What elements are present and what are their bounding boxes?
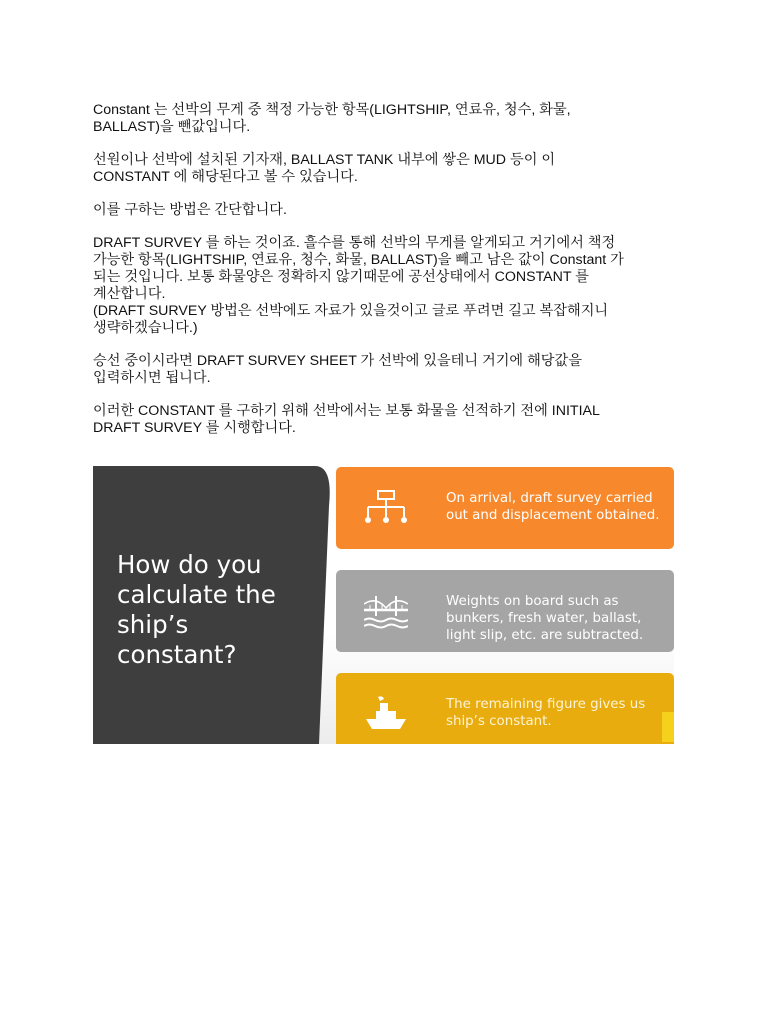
flowchart-icon [364, 489, 408, 527]
ship-icon [364, 695, 408, 733]
paragraph-method-intro: 이를 구하는 방법은 간단합니다. [93, 202, 287, 218]
slide-image [93, 466, 674, 744]
bridge-icon [364, 592, 408, 630]
paragraph-survey-sheet: 승선 중이시라면 DRAFT SURVEY SHEET 가 선박에 있을테니 거기에 해당값을 입력하시면 됩니다. [93, 353, 582, 386]
paragraph-draft-survey: DRAFT SURVEY 를 하는 것이죠. 흘수를 통해 선박의 무게를 알게되고 거기에서 책정 가능한 항목(LIGHTSHIP, 연료유, 청수, 화물, BALLAST)을 빼고 남은 값이 Constant 가 되는 것입니다. 보통 화물양은 정확하지 않기때문에 공선상태에서 CONSTANT 를 계산합니다. (DRAFT SURVEY 방법은 선박에도 자료가 있을것이고 글로 푸려면 길고 복잡해지니 생략하겠습니다.) [93, 235, 624, 336]
slide-title: How do you calculate the ship’s constant? [117, 550, 276, 669]
step-card-survey-text: On arrival, draft survey carried out and displacement obtained. [446, 491, 660, 523]
paragraph-initial-survey: 이러한 CONSTANT 를 구하기 위해 선박에서는 보통 화물을 선적하기 전에 INITIAL DRAFT SURVEY 를 시행합니다. [93, 403, 600, 436]
step-card-weights-text: Weights on board such as bunkers, fresh water, ballast, light slip, etc. are subtracted. [446, 594, 644, 643]
step-card-result [336, 673, 674, 744]
paragraph-definition: Constant 는 선박의 무게 중 책정 가능한 항목(LIGHTSHIP, 연료유, 청수, 화물, BALLAST)을 뺀값입니다. [93, 102, 571, 135]
step-card-result-text: The remaining figure gives us ship’s constant. [446, 697, 646, 729]
step-card-weights [336, 570, 674, 652]
paragraph-examples: 선원이나 선박에 설치된 기자재, BALLAST TANK 내부에 쌓은 MUD 등이 이 CONSTANT 에 해당된다고 볼 수 있습니다. [93, 152, 556, 185]
step-card-survey [336, 467, 674, 549]
corner-logo [662, 712, 674, 742]
document-body [93, 102, 673, 453]
